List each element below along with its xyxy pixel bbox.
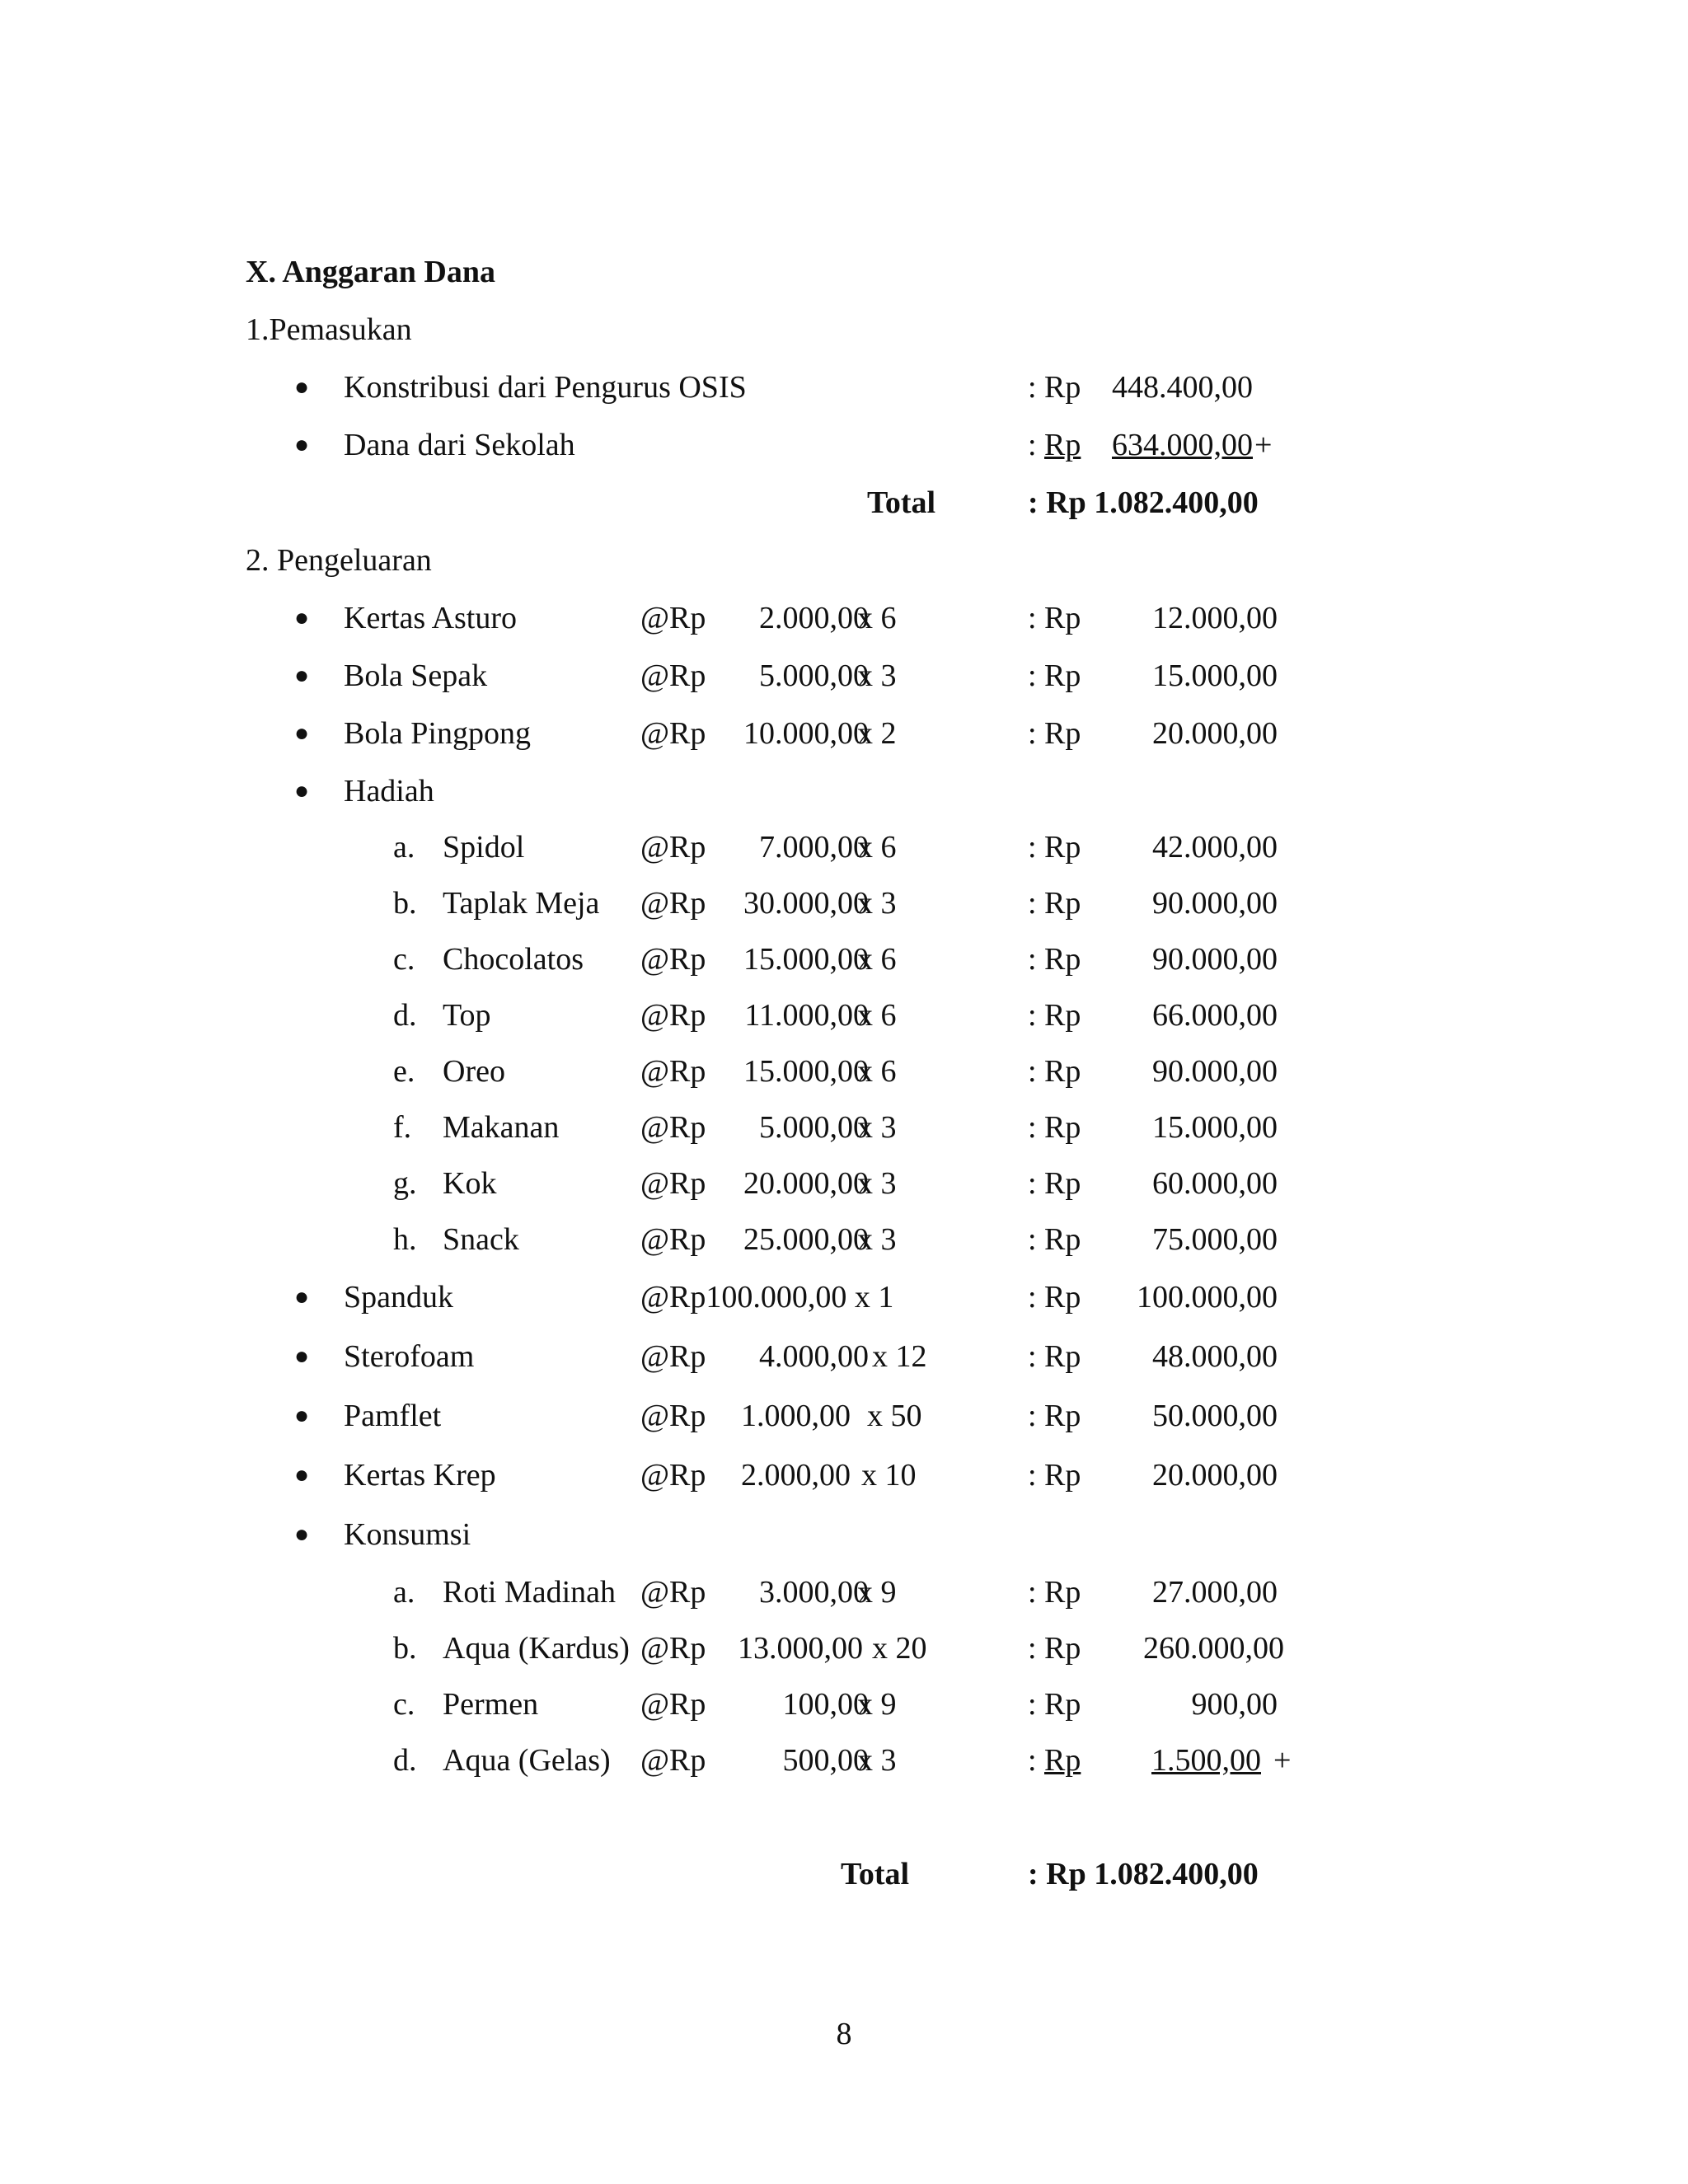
sub-item-letter: e. bbox=[393, 1054, 415, 1089]
colon: : bbox=[1028, 1575, 1037, 1610]
unit-currency: @Rp bbox=[640, 1575, 706, 1610]
currency-label: Rp bbox=[1044, 716, 1081, 751]
quantity: x 2 bbox=[857, 716, 897, 751]
total-label: Total bbox=[867, 485, 936, 520]
colon: : bbox=[1028, 1222, 1037, 1257]
currency-label: Rp bbox=[1044, 998, 1081, 1033]
quantity: x 6 bbox=[857, 998, 897, 1033]
sub-item-label: Aqua (Kardus) bbox=[443, 1631, 630, 1666]
currency-label: Rp bbox=[1044, 830, 1081, 865]
sub-item-label: Spidol bbox=[443, 830, 525, 865]
sub-item bbox=[0, 1216, 1688, 1263]
expense-item bbox=[0, 1452, 1688, 1498]
sub-item-label: Taplak Meja bbox=[443, 886, 600, 921]
quantity: x 6 bbox=[857, 830, 897, 865]
sub-item-label: Aqua (Gelas) bbox=[443, 1743, 611, 1778]
currency-label: Rp bbox=[1044, 1280, 1081, 1315]
colon: : bbox=[1028, 1458, 1037, 1493]
colon: : bbox=[1028, 370, 1037, 405]
sub-item bbox=[0, 880, 1688, 926]
currency-label: Rp bbox=[1044, 370, 1081, 405]
unit-price: 2.000,00 bbox=[741, 1458, 851, 1493]
colon: : bbox=[1028, 716, 1037, 751]
line-amount: 75.000,00 bbox=[1152, 1222, 1278, 1257]
colon: : bbox=[1028, 1743, 1037, 1778]
sub-item-letter: d. bbox=[393, 998, 417, 1033]
colon: : bbox=[1028, 1399, 1037, 1433]
quantity: x 3 bbox=[857, 1166, 897, 1201]
unit-price: 4.000,00 bbox=[759, 1339, 869, 1374]
expense-item bbox=[0, 653, 1688, 699]
unit-currency: @Rp bbox=[640, 601, 706, 635]
currency-label: Rp bbox=[1044, 1458, 1081, 1493]
expense-item-label: Kertas Krep bbox=[344, 1458, 496, 1493]
bullet-icon: ● bbox=[294, 719, 310, 747]
expense-item bbox=[0, 1333, 1688, 1380]
sub-item bbox=[0, 936, 1688, 982]
colon: : bbox=[1028, 658, 1037, 693]
unit-price: 11.000,00 bbox=[744, 998, 869, 1033]
bullet-icon: ● bbox=[294, 1343, 310, 1370]
income-item-amount: 448.400,00 bbox=[1112, 370, 1253, 405]
bullet-icon: ● bbox=[294, 662, 310, 689]
sub-item-letter: a. bbox=[393, 1575, 415, 1610]
unit-price: 1.000,00 bbox=[741, 1399, 851, 1433]
income-item bbox=[0, 422, 1688, 468]
sub-item-letter: f. bbox=[393, 1110, 412, 1145]
unit-price: 10.000,00 bbox=[743, 716, 869, 751]
quantity: x 6 bbox=[857, 601, 897, 635]
sub-item-letter: d. bbox=[393, 1743, 417, 1778]
sub-item-label: Makanan bbox=[443, 1110, 560, 1145]
currency-label: Rp bbox=[1044, 1166, 1081, 1201]
colon: : bbox=[1028, 601, 1037, 635]
expense-item bbox=[0, 710, 1688, 757]
total-label: Total bbox=[841, 1857, 910, 1891]
income-item-label: Konstribusi dari Pengurus OSIS bbox=[344, 370, 747, 405]
expenses-heading-row bbox=[0, 537, 1688, 583]
unit-currency: @Rp bbox=[640, 1166, 706, 1201]
sub-item-label: Kok bbox=[443, 1166, 497, 1201]
unit-price-full: @Rp100.000,00 x 1 bbox=[640, 1280, 894, 1315]
expense-item bbox=[0, 1393, 1688, 1439]
bullet-icon: ● bbox=[294, 604, 310, 631]
unit-currency: @Rp bbox=[640, 716, 706, 751]
total-value: : Rp 1.082.400,00 bbox=[1028, 1857, 1259, 1891]
section-title: X. Anggaran Dana bbox=[246, 255, 495, 289]
income-item bbox=[0, 364, 1688, 410]
line-amount: 90.000,00 bbox=[1152, 942, 1278, 977]
unit-currency: @Rp bbox=[640, 1339, 706, 1374]
sub-item-letter: c. bbox=[393, 1687, 415, 1722]
total-value: : Rp 1.082.400,00 bbox=[1028, 485, 1259, 520]
colon: : bbox=[1028, 942, 1037, 977]
colon: : bbox=[1028, 428, 1037, 462]
unit-currency: @Rp bbox=[640, 1743, 706, 1778]
unit-price: 500,00 bbox=[782, 1743, 869, 1778]
line-amount: 60.000,00 bbox=[1152, 1166, 1278, 1201]
line-amount: 42.000,00 bbox=[1152, 830, 1278, 865]
sub-item-label: Snack bbox=[443, 1222, 519, 1257]
currency-label: Rp bbox=[1044, 886, 1081, 921]
income-heading: 1.Pemasukan bbox=[246, 312, 412, 347]
sub-item bbox=[0, 824, 1688, 870]
income-heading-row bbox=[0, 307, 1688, 353]
bullet-icon: ● bbox=[294, 431, 310, 458]
unit-currency: @Rp bbox=[640, 658, 706, 693]
sub-item bbox=[0, 1625, 1688, 1671]
expense-group-label: Hadiah bbox=[344, 774, 434, 808]
currency-label: Rp bbox=[1044, 601, 1081, 635]
sub-item-letter: g. bbox=[393, 1166, 417, 1201]
quantity: x 12 bbox=[872, 1339, 927, 1374]
colon: : bbox=[1028, 830, 1037, 865]
currency-label: Rp bbox=[1044, 428, 1081, 462]
sum-plus-sign: + bbox=[1273, 1743, 1292, 1778]
expenses-total-row bbox=[0, 1851, 1688, 1897]
unit-price: 5.000,00 bbox=[759, 1110, 869, 1145]
expense-item bbox=[0, 595, 1688, 641]
line-amount: 12.000,00 bbox=[1152, 601, 1278, 635]
expense-item-label: Spanduk bbox=[344, 1280, 453, 1315]
unit-price: 15.000,00 bbox=[743, 1054, 869, 1089]
line-amount: 900,00 bbox=[1191, 1687, 1278, 1722]
sub-item bbox=[0, 992, 1688, 1038]
sub-item bbox=[0, 1160, 1688, 1207]
sub-item bbox=[0, 1048, 1688, 1094]
line-amount: 50.000,00 bbox=[1152, 1399, 1278, 1433]
expense-item-label: Sterofoam bbox=[344, 1339, 475, 1374]
unit-price: 15.000,00 bbox=[743, 942, 869, 977]
unit-price: 30.000,00 bbox=[743, 886, 869, 921]
sub-item bbox=[0, 1104, 1688, 1151]
sub-item-letter: b. bbox=[393, 886, 417, 921]
bullet-icon: ● bbox=[294, 1402, 310, 1429]
unit-price: 3.000,00 bbox=[759, 1575, 869, 1610]
income-item-amount: 634.000,00 bbox=[1112, 428, 1253, 462]
bullet-icon: ● bbox=[294, 1521, 310, 1548]
sub-item-letter: h. bbox=[393, 1222, 417, 1257]
expense-group-heading bbox=[0, 768, 1688, 814]
quantity: x 50 bbox=[867, 1399, 922, 1433]
unit-currency: @Rp bbox=[640, 1222, 706, 1257]
line-amount: 1.500,00 bbox=[1151, 1743, 1261, 1778]
unit-price: 13.000,00 bbox=[738, 1631, 863, 1666]
quantity: x 3 bbox=[857, 1110, 897, 1145]
currency-label: Rp bbox=[1044, 1222, 1081, 1257]
bullet-icon: ● bbox=[294, 1461, 310, 1488]
sub-item-label: Oreo bbox=[443, 1054, 505, 1089]
income-item-label: Dana dari Sekolah bbox=[344, 428, 575, 462]
sum-plus-sign: + bbox=[1254, 428, 1273, 462]
unit-currency: @Rp bbox=[640, 1054, 706, 1089]
sub-item bbox=[0, 1569, 1688, 1615]
quantity: x 10 bbox=[861, 1458, 917, 1493]
unit-price: 25.000,00 bbox=[743, 1222, 869, 1257]
currency-label: Rp bbox=[1044, 1687, 1081, 1722]
quantity: x 3 bbox=[857, 658, 897, 693]
bullet-icon: ● bbox=[294, 373, 310, 401]
unit-currency: @Rp bbox=[640, 1631, 706, 1666]
expense-item-label: Bola Sepak bbox=[344, 658, 488, 693]
line-amount: 48.000,00 bbox=[1152, 1339, 1278, 1374]
expense-item-label: Bola Pingpong bbox=[344, 716, 531, 751]
quantity: x 9 bbox=[857, 1575, 897, 1610]
sub-item-letter: b. bbox=[393, 1631, 417, 1666]
currency-label: Rp bbox=[1044, 658, 1081, 693]
sub-item-letter: a. bbox=[393, 830, 415, 865]
currency-label: Rp bbox=[1044, 942, 1081, 977]
currency-label: Rp bbox=[1044, 1054, 1081, 1089]
quantity: x 6 bbox=[857, 1054, 897, 1089]
currency-label: Rp bbox=[1044, 1339, 1081, 1374]
line-amount: 20.000,00 bbox=[1152, 716, 1278, 751]
unit-currency: @Rp bbox=[640, 1110, 706, 1145]
footer-row bbox=[0, 2011, 1688, 2057]
sub-item-label: Roti Madinah bbox=[443, 1575, 617, 1610]
line-amount: 66.000,00 bbox=[1152, 998, 1278, 1033]
quantity: x 9 bbox=[857, 1687, 897, 1722]
unit-price: 2.000,00 bbox=[759, 601, 869, 635]
currency-label: Rp bbox=[1044, 1631, 1081, 1666]
bullet-icon: ● bbox=[294, 777, 310, 804]
unit-currency: @Rp bbox=[640, 1399, 706, 1433]
line-amount: 90.000,00 bbox=[1152, 886, 1278, 921]
income-total-row bbox=[0, 480, 1688, 526]
page-number: 8 bbox=[836, 2017, 852, 2051]
unit-price: 100,00 bbox=[782, 1687, 869, 1722]
colon: : bbox=[1028, 1280, 1037, 1315]
sub-item-label: Top bbox=[443, 998, 491, 1033]
expense-group-label: Konsumsi bbox=[344, 1517, 471, 1552]
colon: : bbox=[1028, 1339, 1037, 1374]
colon: : bbox=[1028, 1687, 1037, 1722]
expenses-heading: 2. Pengeluaran bbox=[246, 543, 432, 578]
line-amount: 260.000,00 bbox=[1143, 1631, 1284, 1666]
quantity: x 6 bbox=[857, 942, 897, 977]
colon: : bbox=[1028, 1054, 1037, 1089]
unit-price: 20.000,00 bbox=[743, 1166, 869, 1201]
quantity: x 3 bbox=[857, 886, 897, 921]
sub-item bbox=[0, 1681, 1688, 1727]
quantity: x 20 bbox=[872, 1631, 927, 1666]
currency-label: Rp bbox=[1044, 1110, 1081, 1145]
quantity: x 3 bbox=[857, 1743, 897, 1778]
currency-label: Rp bbox=[1044, 1575, 1081, 1610]
unit-price: 7.000,00 bbox=[759, 830, 869, 865]
quantity: x 3 bbox=[857, 1222, 897, 1257]
section-title-row bbox=[0, 249, 1688, 295]
line-amount: 15.000,00 bbox=[1152, 1110, 1278, 1145]
expense-item-label: Pamflet bbox=[344, 1399, 442, 1433]
bullet-icon: ● bbox=[294, 1283, 310, 1310]
line-amount: 20.000,00 bbox=[1152, 1458, 1278, 1493]
unit-currency: @Rp bbox=[640, 1458, 706, 1493]
sub-item-letter: c. bbox=[393, 942, 415, 977]
line-amount: 100.000,00 bbox=[1137, 1280, 1278, 1315]
unit-currency: @Rp bbox=[640, 1687, 706, 1722]
currency-label: Rp bbox=[1044, 1743, 1081, 1778]
expense-group-heading bbox=[0, 1511, 1688, 1558]
unit-currency: @Rp bbox=[640, 830, 706, 865]
unit-currency: @Rp bbox=[640, 942, 706, 977]
unit-price: 5.000,00 bbox=[759, 658, 869, 693]
colon: : bbox=[1028, 1110, 1037, 1145]
expense-item-label: Kertas Asturo bbox=[344, 601, 518, 635]
colon: : bbox=[1028, 1631, 1037, 1666]
colon: : bbox=[1028, 998, 1037, 1033]
unit-currency: @Rp bbox=[640, 998, 706, 1033]
sub-item bbox=[0, 1737, 1688, 1783]
colon: : bbox=[1028, 1166, 1037, 1201]
sub-item-label: Permen bbox=[443, 1687, 539, 1722]
line-amount: 15.000,00 bbox=[1152, 658, 1278, 693]
line-amount: 90.000,00 bbox=[1152, 1054, 1278, 1089]
sub-item-label: Chocolatos bbox=[443, 942, 584, 977]
colon: : bbox=[1028, 886, 1037, 921]
unit-currency: @Rp bbox=[640, 886, 706, 921]
currency-label: Rp bbox=[1044, 1399, 1081, 1433]
expense-item bbox=[0, 1274, 1688, 1320]
line-amount: 27.000,00 bbox=[1152, 1575, 1278, 1610]
